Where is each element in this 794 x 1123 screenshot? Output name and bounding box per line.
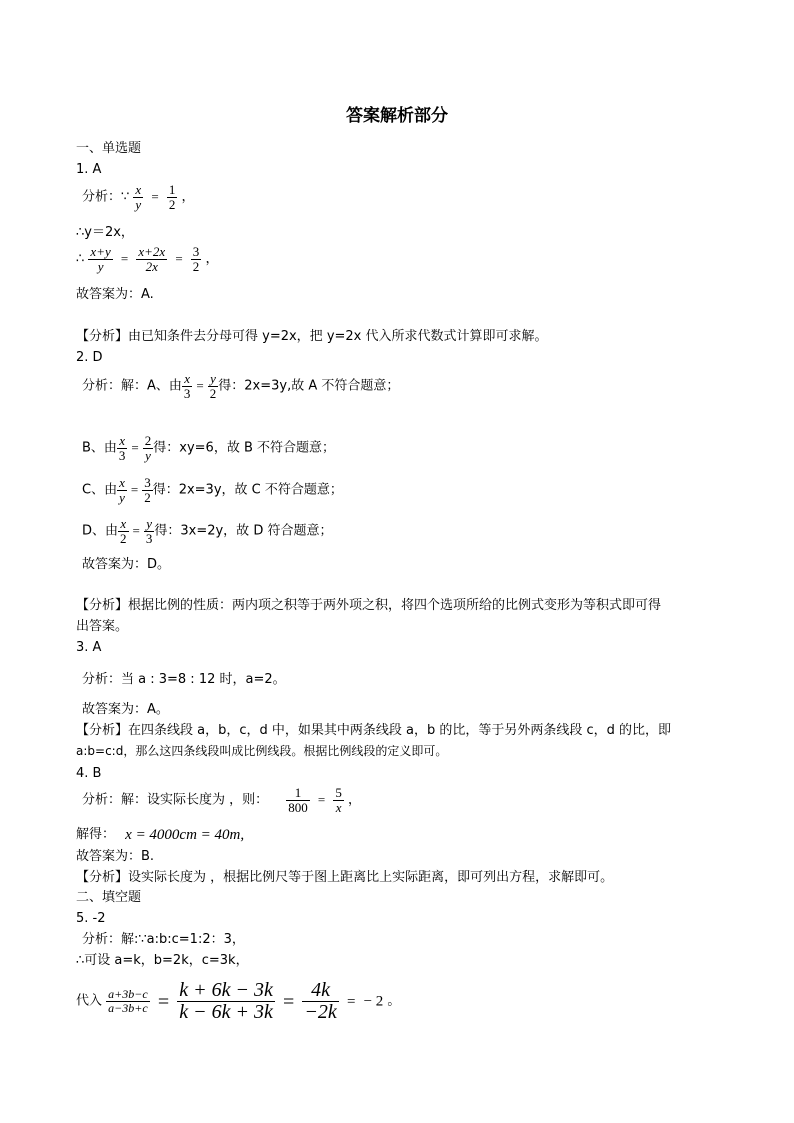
question-5-number: 5. -2: [76, 911, 106, 926]
fraction: $\frac{k + 6k - 3k}{k - 6k + 3k}$: [179, 979, 273, 1023]
question-1-note: 【分析】由已知条件去分母可得 y=2x，把 y=2x 代入所求代数式计算即可求解。: [76, 329, 548, 344]
section-heading-single-choice: 一、单选题: [76, 141, 142, 156]
fraction: $\frac{x}{y}$: [135, 182, 142, 212]
question-2-option-d: D、由 $\frac{x}{2}$ = $\frac{y}{3}$ 得：3x=2y，故 D 符合题意；: [82, 516, 333, 546]
fraction: $\frac{2}{y}$: [144, 433, 152, 463]
question-4-note: 【分析】设实际长度为 ，根据比例尺等于图上距离比上实际距离，即可列出方程，求解即可。: [76, 870, 614, 885]
page-title: 答案解析部分: [346, 106, 448, 126]
question-2-note-line1: 【分析】根据比例的性质：两内项之积等于两外项之积，将四个选项所给的比例式变形为等积式即可得: [76, 598, 662, 613]
fraction: $\frac{1}{2}$: [168, 182, 176, 212]
question-3-number: 3. A: [76, 640, 102, 655]
question-2-answer: 故答案为：D。: [82, 557, 171, 572]
fraction: $\frac{x}{3}$: [183, 371, 191, 401]
question-4-answer: 故答案为：B.: [76, 849, 155, 864]
question-4-number: 4. B: [76, 766, 102, 781]
fraction: $\frac{5}{x}$: [335, 785, 342, 815]
fraction: $\frac{x+2x}{2x}$: [138, 244, 166, 274]
question-5-analysis-line2: ∴可设 a=k，b=2k，c=3k，: [76, 953, 249, 968]
fraction: $\frac{y}{2}$: [209, 371, 217, 401]
fraction: $\frac{x+y}{y}$: [90, 244, 111, 274]
question-3-note-line2: a:b=c:d，那么这四条线段叫成比例线段。根据比例线段的定义即可。: [76, 744, 448, 758]
fraction: $\frac{3}{2}$: [192, 244, 200, 274]
fraction: $\frac{x}{y}$: [119, 475, 125, 505]
question-2-option-b: B、由 $\frac{x}{3}$ = $\frac{2}{y}$ 得：xy=6，故 B 不符合题意；: [82, 433, 335, 463]
question-4-analysis-line1: 分析：解：设实际长度为 ，则： $\frac{1}{800}$ = $\frac{5}{x}$ ，: [82, 785, 362, 815]
question-2-number: 2. D: [76, 350, 103, 365]
question-2-note-line2: 出答案。: [76, 619, 129, 634]
question-3-note-line1: 【分析】在四条线段 a，b，c，d 中，如果其中两条线段 a，b 的比，等于另外两条线段 c，d 的比，即: [76, 723, 672, 738]
section-heading-fill-in: 二、填空题: [76, 890, 142, 905]
fraction: $\frac{x}{3}$: [118, 433, 126, 463]
question-3-analysis: 分析：当 a : 3=8 : 12 时，a=2。: [82, 672, 286, 687]
question-1-analysis-line1: 分析：∵ $\frac{x}{y}$ = $\frac{1}{2}$ ，: [82, 182, 195, 212]
question-2-option-c: C、由 $\frac{x}{y}$ = $\frac{3}{2}$ 得：2x=3y，故 C 不符合题意；: [82, 475, 343, 505]
question-1-analysis-line2: ∴y＝2x，: [76, 225, 134, 240]
fraction: $\frac{3}{2}$: [144, 475, 151, 505]
fraction: $\frac{a+3b-c}{a-3b+c}$: [108, 987, 148, 1015]
fraction: $\frac{x}{2}$: [120, 516, 127, 546]
question-5-analysis-line3: 代入 $\frac{a+3b-c}{a-3b+c}$ = $\frac{k + 6k - 3k}{k - 6k + 3k}$ = $\frac{4k}{-2k}$ = − 2 。: [76, 979, 401, 1023]
fraction: $\frac{4k}{-2k}$: [304, 979, 337, 1023]
fraction: $\frac{1}{800}$: [288, 785, 308, 815]
question-1-analysis-line3: ∴ $\frac{x+y}{y}$ = $\frac{x+2x}{2x}$ = $\frac{3}{2}$ ，: [76, 244, 219, 274]
fraction: $\frac{y}{3}$: [145, 516, 153, 546]
question-4-analysis-line2: 解得： x = 4000cm = 40m,: [76, 827, 245, 843]
question-2-option-a: 分析：解：A、由 $\frac{x}{3}$ = $\frac{y}{2}$ 得：2x=3y,故 A 不符合题意；: [82, 371, 400, 401]
question-3-answer: 故答案为：A。: [82, 702, 169, 717]
question-1-number: 1. A: [76, 162, 102, 177]
question-5-analysis-line1: 分析：解:∵a:b:c=1:2：3，: [82, 932, 245, 947]
question-1-answer: 故答案为：A.: [76, 287, 154, 302]
